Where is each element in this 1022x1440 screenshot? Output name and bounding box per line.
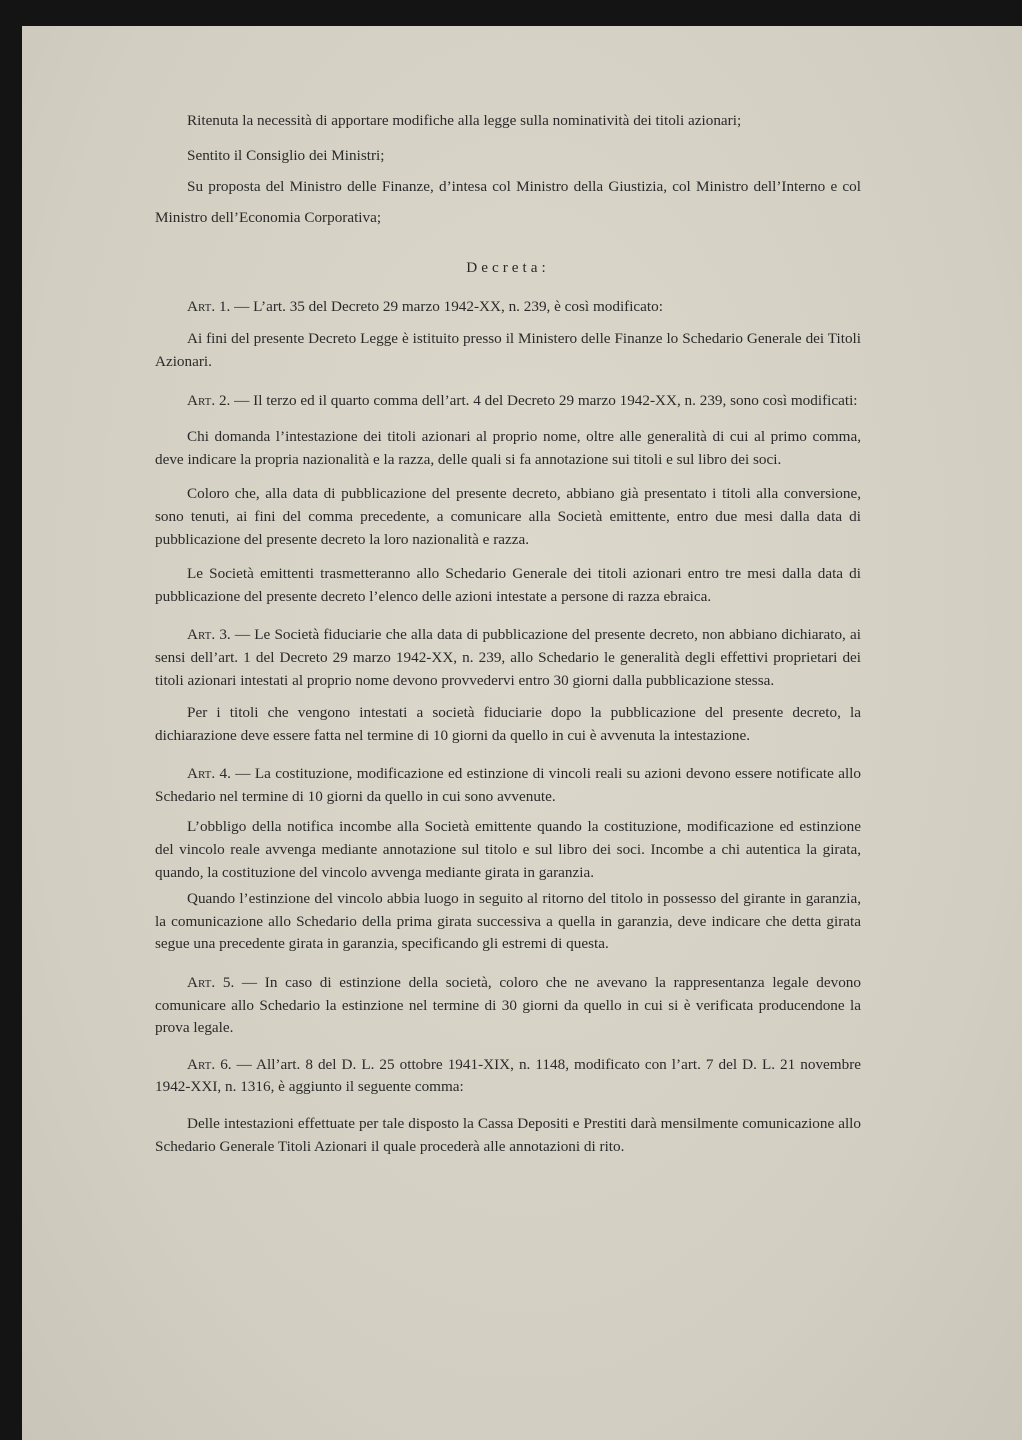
article-3-paragraph-1: Per i titoli che vengono intestati a società fiduciarie dopo la pubblicazione del presente decreto, la dichiarazione deve essere fatta nel termine di 10 giorni da quello in cui è avvenuta la intestazione. bbox=[155, 704, 861, 744]
article-6 bbox=[155, 1054, 861, 1099]
article-1-paragraph: Ai fini del presente Decreto Legge è istituito presso il Ministero delle Finanze lo Schedario Generale dei Titoli Azionari. bbox=[155, 330, 861, 370]
article-2-text: — Il terzo ed il quarto comma dell’art. 4 del Decreto 29 marzo 1942-XX, n. 239, sono così modificati: bbox=[230, 391, 858, 409]
article-4-paragraph-2: Quando l’estinzione del vincolo abbia luogo in seguito al ritorno del titolo in possesso del girante in garanzia, la comunicazione allo Schedario della prima girata successiva a quella in garanzia, deve indicare che detta girata segue una precedente girata in garanzia, specificando gli estremi di questa. bbox=[155, 890, 861, 953]
article-1-label: Art. 1. bbox=[187, 297, 231, 315]
article-1 bbox=[155, 296, 861, 319]
article-5 bbox=[155, 972, 861, 1040]
article-4-text: — La costituzione, modificazione ed estinzione di vincoli reali su azioni devono essere notificate allo Schedario nel termine di 10 giorni da quello in cui sono avvenute. bbox=[155, 765, 861, 805]
preamble-su-proposta: Su proposta del Ministro delle Finanze, d’intesa col Ministro della Giustizia, col Ministro dell’Interno e col Ministro dell’Economia Corporativa; bbox=[155, 178, 861, 227]
preamble-sentito: Sentito il Consiglio dei Ministri; bbox=[187, 146, 385, 164]
article-4-paragraph-1: L’obbligo della notifica incombe alla Società emittente quando la costituzione, modificazione ed estinzione del vincolo reale avvenga mediante annotazione sul titolo e sul libro dei soci. Incombe a chi autentica la girata, quando, la costituzione del vincolo avvenga mediante girata in garanzia. bbox=[155, 818, 861, 881]
article-2-paragraph-1: Chi domanda l’intestazione dei titoli azionari al proprio nome, oltre alle generalità di cui al primo comma, deve indicare la propria nazionalità e la razza, delle quali si fa annotazione sui titoli e sul libro dei soci. bbox=[155, 428, 861, 468]
article-5-text: — In caso di estinzione della società, coloro che ne avevano la rappresentanza legale devono comunicare allo Schedario la estinzione nel termine di 30 giorni da quello in cui si è verificata producendone la prova legale. bbox=[155, 974, 861, 1037]
article-2 bbox=[155, 390, 861, 413]
article-2-paragraph-3: Le Società emittenti trasmetteranno allo Schedario Generale dei titoli azionari entro tre mesi dalla data di pubblicazione del presente decreto l’elenco delle azioni intestate a persone di razza ebraica. bbox=[155, 565, 861, 605]
article-6-paragraph-1: Delle intestazioni effettuate per tale disposto la Cassa Depositi e Prestiti darà mensilmente comunicazione allo Schedario Generale Titoli Azionari il quale procederà alle annotazioni di rito. bbox=[155, 1115, 861, 1155]
article-6-text: — All’art. 8 del D. L. 25 ottobre 1941-XIX, n. 1148, modificato con l’art. 7 del D. L. 21 novembre 1942-XXI, n. 1316, è aggiunto il seguente comma: bbox=[155, 1055, 861, 1096]
decree-page bbox=[155, 110, 861, 1158]
article-3-text: — Le Società fiduciarie che alla data di pubblicazione del presente decreto, non abbiano dichiarato, ai sensi dell’art. 1 del Decreto 29 marzo 1942-XX, n. 239, allo Schedario le generalità degli effettivi proprietari dei titoli azionari intestati al proprio nome devono provvedervi entro 30 giorni dalla pubblicazione stessa. bbox=[155, 626, 861, 689]
decreta-heading: Decreta: bbox=[466, 259, 550, 277]
article-2-paragraph-2: Coloro che, alla data di pubblicazione del presente decreto, abbiano già presentato i titoli alla conversione, sono tenuti, ai fini del comma precedente, a comunicare alla Società emittente, entro due mesi dalla data di pubblicazione del presente decreto la loro nazionalità e razza. bbox=[155, 485, 861, 548]
article-4-label: Art. 4. bbox=[187, 765, 231, 783]
article-4 bbox=[155, 763, 861, 808]
article-3-label: Art. 3. bbox=[187, 626, 231, 644]
article-6-label: Art. 6. bbox=[187, 1055, 232, 1073]
article-5-label: Art. 5. bbox=[187, 974, 235, 992]
article-1-text: — L’art. 35 del Decreto 29 marzo 1942-XX, n. 239, è così modificato: bbox=[230, 297, 663, 315]
article-3 bbox=[155, 624, 861, 692]
preamble-ritenuta: Ritenuta la necessità di apportare modifiche alla legge sulla nominatività dei titoli azionari; bbox=[187, 112, 742, 129]
document-sheet bbox=[22, 26, 1022, 1440]
article-2-label: Art. 2. bbox=[187, 391, 231, 409]
